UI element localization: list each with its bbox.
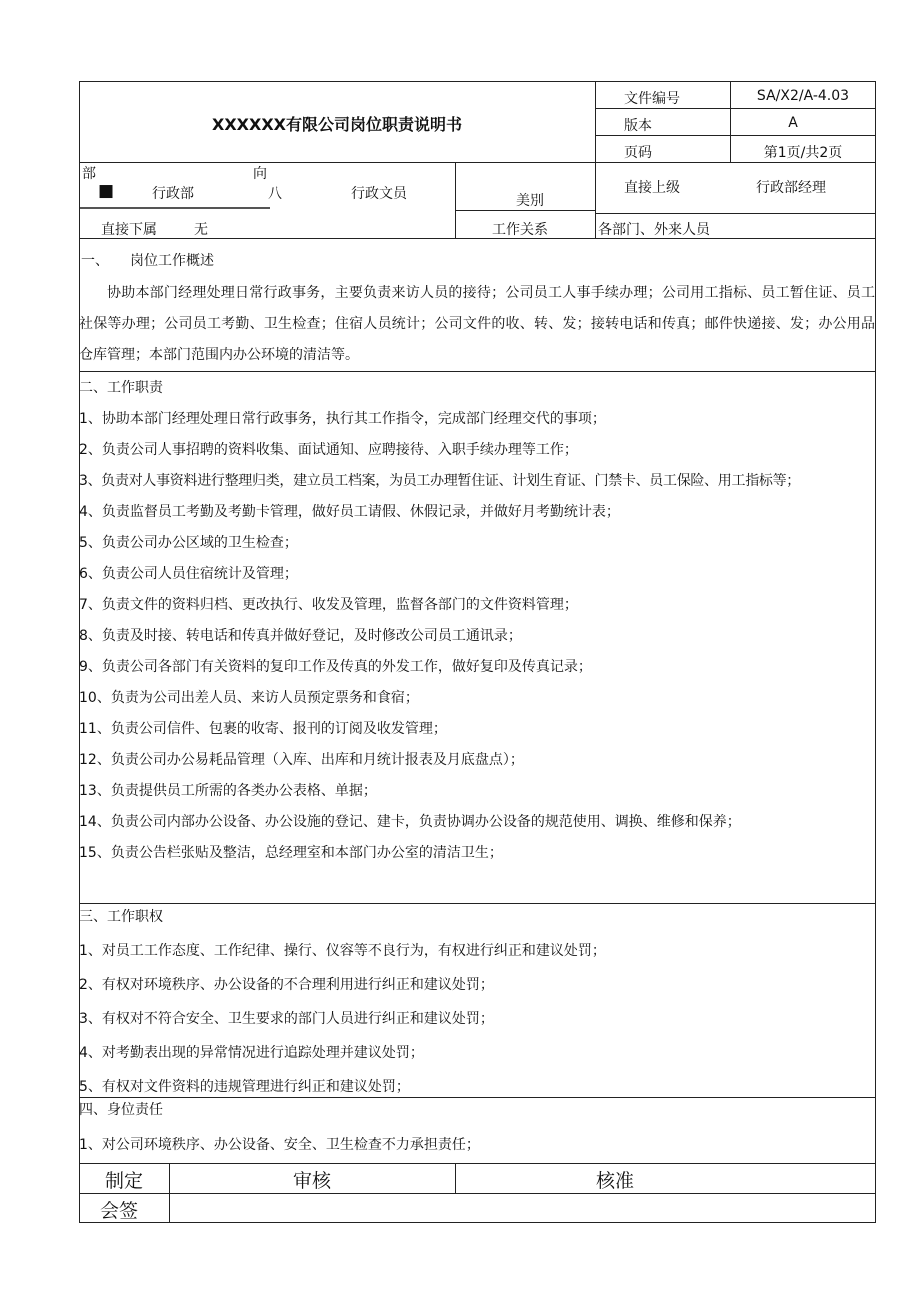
- row-divider: [595, 162, 596, 238]
- category-label: 美別: [516, 193, 544, 209]
- duty-item: 3、负责对人事资料进行整理归类，建立员工档案，为员工办理暂住证、计划生育证、门禁卡、员工保险、用工指标等；: [79, 473, 801, 489]
- superior-label: 直接上级: [624, 180, 680, 196]
- scan-artifact: [80, 207, 270, 209]
- row-divider: [79, 162, 876, 163]
- authority-item: 2、有权对环境秩序、办公设备的不合理利用进行纠正和建议处罚；: [79, 977, 494, 993]
- overview-heading: 一、 岗位工作概述: [81, 253, 214, 269]
- duties-heading: 二、工作职责: [79, 380, 163, 396]
- duty-item: 2、负责公司人事招聘的资料收集、面试通知、应聘接待、入职手续办理等工作；: [79, 442, 578, 458]
- duty-item: 15、负责公告栏张贴及整洁，总经理室和本部门办公室的清洁卫生；: [79, 845, 503, 861]
- duty-item: 14、负责公司内部办公设备、办公设施的登记、建卡，负责协调办公设备的规范使用、调换、维修和保养；: [79, 814, 741, 830]
- subordinate-label: 直接下属: [101, 222, 157, 238]
- approved-label: 核准: [595, 1170, 634, 1192]
- authority-item: 5、有权对文件资料的违规管理进行纠正和建议处罚；: [79, 1079, 410, 1095]
- document-title: XXXXXX有限公司岗位职责说明书: [211, 115, 463, 134]
- duty-item: 12、负责公司办公易耗品管理（入库、出库和月统计报表及月底盘点）；: [79, 752, 524, 768]
- table-border-bottom: [79, 1222, 876, 1223]
- row-divider: [595, 213, 875, 214]
- duty-item: 5、负责公司办公区域的卫生检查；: [79, 535, 298, 551]
- version-label: 版本: [624, 118, 652, 134]
- version-value: A: [788, 115, 798, 131]
- page-label: 页码: [624, 145, 652, 161]
- duty-item: 13、负责提供员工所需的各类办公表格、单据；: [79, 783, 377, 799]
- row-divider: [455, 162, 456, 238]
- duty-item: 8、负责及时接、转电话和传真并做好登记，及时修改公司员工通讯录；: [79, 628, 522, 644]
- duty-item: 1、协助本部门经理处理日常行政事务，执行其工作指令，完成部门经理交代的事项；: [79, 411, 606, 427]
- relation-value: 各部门、外来人员: [598, 222, 710, 238]
- superior-value: 行政部经理: [756, 180, 826, 196]
- relation-label: 工作关系: [492, 222, 548, 238]
- department-value: 行政部: [152, 186, 194, 202]
- authority-section: [79, 900, 875, 1104]
- table-border-right: [875, 81, 876, 1223]
- doc-number-label: 文件编号: [624, 91, 680, 107]
- position-label: 向: [253, 166, 267, 182]
- header-divider: [595, 135, 875, 136]
- reviewed-label: 审核: [292, 1170, 331, 1192]
- duties-section: [79, 373, 875, 869]
- department-marker: ■: [98, 181, 115, 201]
- duty-item: 6、负责公司人员住宿统计及管理；: [79, 566, 298, 582]
- duty-item: 7、负责文件的资料归档、更改执行、收发及管理，监督各部门的文件资料管理；: [79, 597, 578, 613]
- department-label: 部: [82, 166, 96, 182]
- doc-number-value: SA/X2/A-4.03: [756, 88, 850, 104]
- subordinate-value: 无: [194, 222, 208, 238]
- duty-item: 10、负责为公司出差人员、来访人员预定票务和食宿；: [79, 690, 419, 706]
- duty-item: 9、负责公司各部门有关资料的复印工作及传真的外发工作，做好复印及传真记录；: [79, 659, 592, 675]
- responsibility-item: 1、对公司环境秩序、办公设备、安全、卫生检查不力承担责任；: [79, 1137, 480, 1153]
- table-border-top: [79, 81, 876, 82]
- authority-item: 3、有权对不符合安全、卫生要求的部门人员进行纠正和建议处罚；: [79, 1011, 494, 1027]
- responsibility-heading: 四、身位责任: [79, 1102, 163, 1118]
- authority-item: 4、对考勤表出现的异常情况进行追踪处理并建议处罚；: [79, 1045, 424, 1061]
- responsibility-section: [79, 1095, 875, 1165]
- duty-item: 4、负责监督员工考勤及考勤卡管理，做好员工请假、休假记录，并做好月考勤统计表；: [79, 504, 620, 520]
- countersign-label: 会签: [99, 1200, 138, 1222]
- section-divider: [79, 371, 876, 372]
- position-value: 行政文员: [351, 186, 407, 202]
- row-divider: [455, 210, 595, 211]
- overview-text: 协助本部门经理处理日常行政事务，主要负责来访人员的接待；公司员工人事手续办理；公司用工指标、员工暂住证、员工社保等办理；公司员工考勤、卫生检查；住宿人员统计；公司文件的收、转、发；接转电话和传真；邮件快递接、发；办公用品仓库管理；本部门范围内办公环境的清洁等。: [79, 285, 875, 363]
- prepared-label: 制定: [104, 1170, 143, 1192]
- footer-divider: [79, 1193, 876, 1194]
- authority-item: 1、对员工工作态度、工作纪律、操行、仪容等不良行为，有权进行纠正和建议处罚；: [79, 943, 606, 959]
- authority-heading: 三、工作职权: [79, 909, 163, 925]
- duty-item: 11、负责公司信件、包裹的收寄、报刊的订阅及收发管理；: [79, 721, 447, 737]
- page-value: 第1页/共2页: [763, 145, 843, 161]
- position-label: 八: [268, 186, 282, 202]
- header-divider: [595, 81, 596, 162]
- header-divider: [595, 108, 875, 109]
